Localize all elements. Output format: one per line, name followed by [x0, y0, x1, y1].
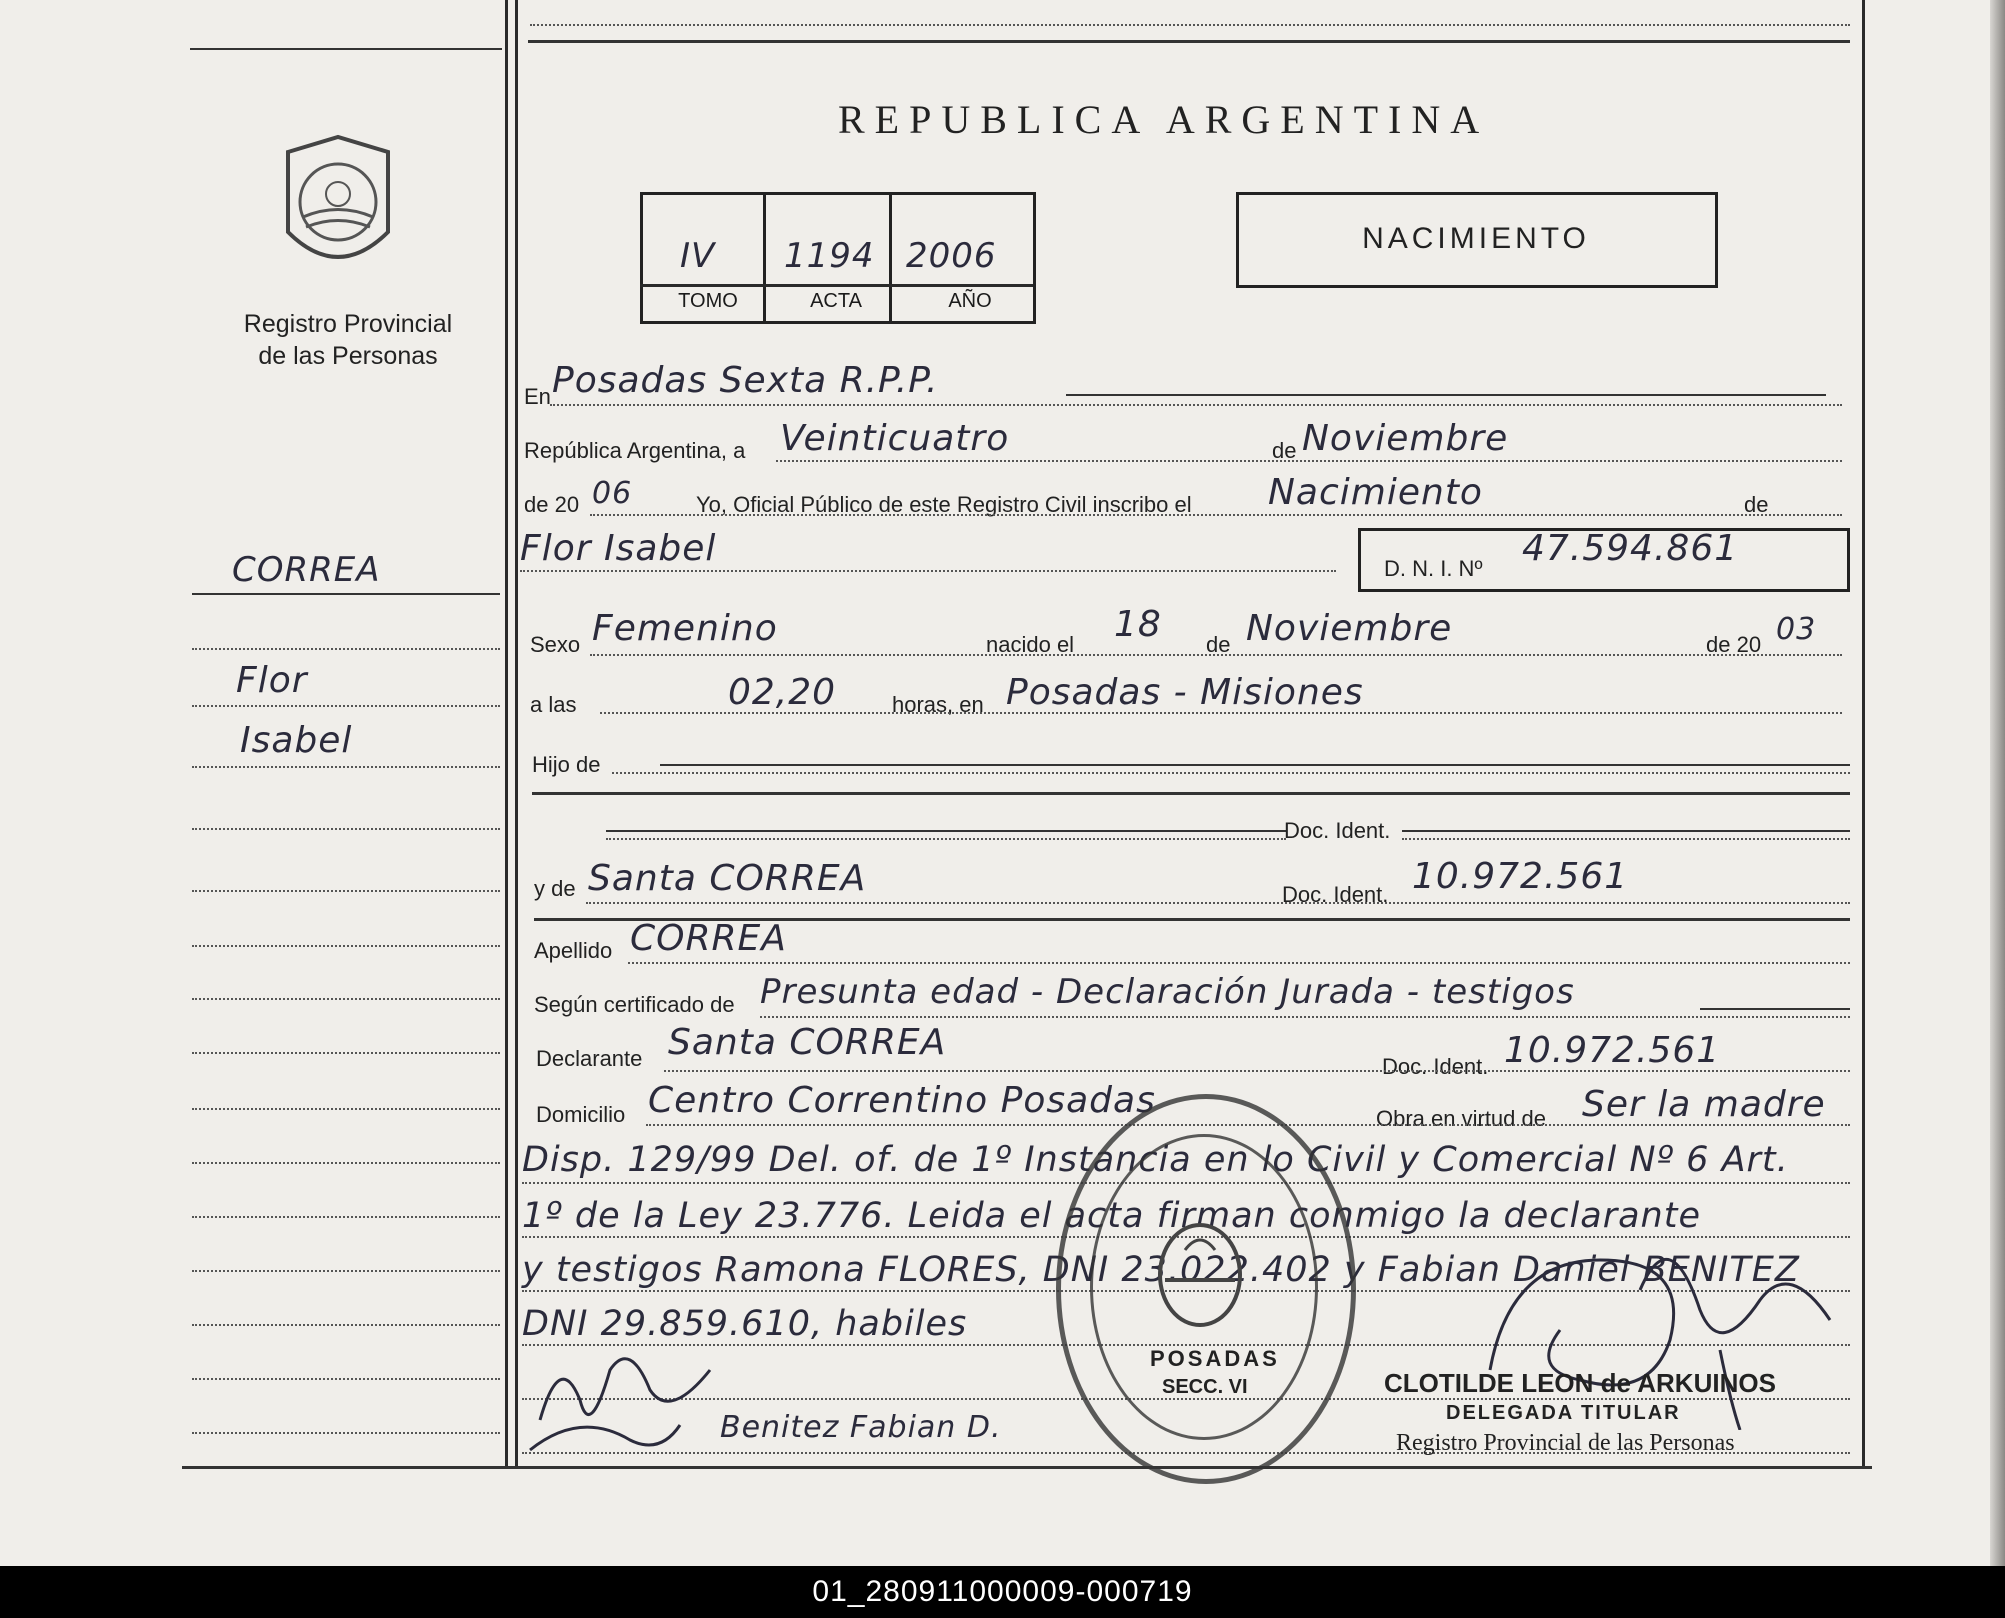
- signature-mother: [520, 1330, 740, 1460]
- apellido-value: CORREA: [630, 918, 787, 959]
- hour-value: 02,20: [728, 672, 837, 713]
- margin-surname: CORREA: [232, 550, 381, 590]
- nacido-label: nacido el: [986, 632, 1075, 657]
- image-code: 01_280911000009-000719: [0, 1566, 2005, 1618]
- coat-of-arms-icon: [1150, 1220, 1250, 1330]
- declarante-value: Santa CORREA: [668, 1022, 947, 1063]
- dni-label: D. N. I. Nº: [1384, 556, 1483, 581]
- child-name: Flor Isabel: [520, 528, 717, 569]
- margin-given-name-2: Isabel: [240, 720, 353, 761]
- mother-doc: 10.972.561: [1412, 856, 1629, 897]
- mother-name: Santa CORREA: [588, 858, 867, 899]
- stamp-number: SECC. VI: [1162, 1376, 1248, 1398]
- misiones-seal-icon: [278, 132, 398, 282]
- apellido-label: Apellido: [534, 938, 613, 963]
- de-label-3: de: [1206, 632, 1231, 657]
- doc-ident-label-3: Doc. Ident.: [1382, 1054, 1489, 1079]
- right-border: [1862, 0, 1865, 1468]
- dni-value: 47.594.861: [1522, 528, 1739, 569]
- segun-label: Según certificado de: [534, 992, 735, 1017]
- official-title: DELEGADA TITULAR: [1446, 1402, 1681, 1424]
- registry-name-line1: Registro Provincial: [243, 310, 453, 338]
- month-value: Noviembre: [1302, 418, 1509, 459]
- segun-value: Presunta edad - Declaración Jurada - testigos: [760, 972, 1575, 1012]
- stamp-city: POSADAS: [1150, 1346, 1280, 1371]
- de20-label: de 20: [524, 492, 580, 517]
- year-suffix: 06: [592, 476, 633, 511]
- republica-label: República Argentina, a: [524, 438, 746, 463]
- birth-month: Noviembre: [1246, 608, 1453, 649]
- domicilio-value: Centro Correntino Posadas: [648, 1080, 1156, 1121]
- country-title: REPUBLICA ARGENTINA: [838, 97, 1490, 142]
- tomo-label: TOMO: [678, 290, 738, 312]
- acta-label: ACTA: [810, 290, 862, 312]
- anio-value: 2006: [906, 236, 997, 276]
- sexo-label: Sexo: [530, 632, 581, 657]
- horas-label: horas, en: [892, 692, 984, 717]
- doc-type-title: NACIMIENTO: [1362, 222, 1590, 255]
- domicilio-label: Domicilio: [536, 1102, 626, 1127]
- official-registry: Registro Provincial de las Personas: [1396, 1430, 1735, 1456]
- alas-label: a las: [530, 692, 577, 717]
- tomo-value: IV: [680, 236, 716, 276]
- note-line-1: Disp. 129/99 Del. of. de 1º Instancia en lo Civil y Comercial Nº 6 Art.: [522, 1140, 1789, 1180]
- anio-label: AÑO: [948, 290, 992, 312]
- inscribo-value: Nacimiento: [1268, 472, 1483, 513]
- obra-label: Obra en virtud de: [1376, 1106, 1546, 1131]
- de-label-2: de: [1744, 492, 1769, 517]
- day-written: Veinticuatro: [780, 418, 1010, 459]
- sexo-value: Femenino: [592, 608, 778, 649]
- note-line-2: 1º de la Ley 23.776. Leida el acta firman conmigo la declarante: [522, 1196, 1702, 1236]
- en-label: En: [524, 384, 551, 409]
- declarante-doc: 10.972.561: [1504, 1030, 1721, 1071]
- panel-divider-inner: [515, 0, 518, 1468]
- note-line-3: y testigos Ramona FLORES, DNI 23.022.402 y Fabian Daniel BENITEZ: [522, 1250, 1800, 1290]
- doc-ident-label-1: Doc. Ident.: [1284, 818, 1391, 843]
- y-de-label: y de: [534, 876, 576, 901]
- hijo-label: Hijo de: [532, 752, 601, 777]
- doc-ident-label-2: Doc. Ident.: [1282, 882, 1389, 907]
- inscribo-label: Yo, Oficial Público de este Registro Civil inscribo el: [696, 492, 1192, 517]
- de20-label-2: de 20: [1706, 632, 1762, 657]
- note-line-4: DNI 29.859.610, habiles: [522, 1304, 968, 1344]
- panel-divider: [505, 0, 508, 1468]
- birth-place: Posadas - Misiones: [1006, 672, 1364, 713]
- signature-witness: Benitez Fabian D.: [720, 1410, 1002, 1445]
- page-edge: [1990, 0, 2005, 1566]
- declarante-label: Declarante: [536, 1046, 643, 1071]
- de-label: de: [1272, 438, 1297, 463]
- birth-day: 18: [1114, 604, 1162, 645]
- birth-year-suffix: 03: [1776, 612, 1817, 647]
- en-value: Posadas Sexta R.P.P.: [552, 360, 939, 401]
- obra-value: Ser la madre: [1582, 1084, 1826, 1125]
- official-name: CLOTILDE LEON de ARKUINOS: [1384, 1368, 1776, 1398]
- margin-given-name-1: Flor: [236, 660, 308, 701]
- acta-value: 1194: [784, 236, 875, 276]
- registry-name-line2: de las Personas: [258, 342, 438, 370]
